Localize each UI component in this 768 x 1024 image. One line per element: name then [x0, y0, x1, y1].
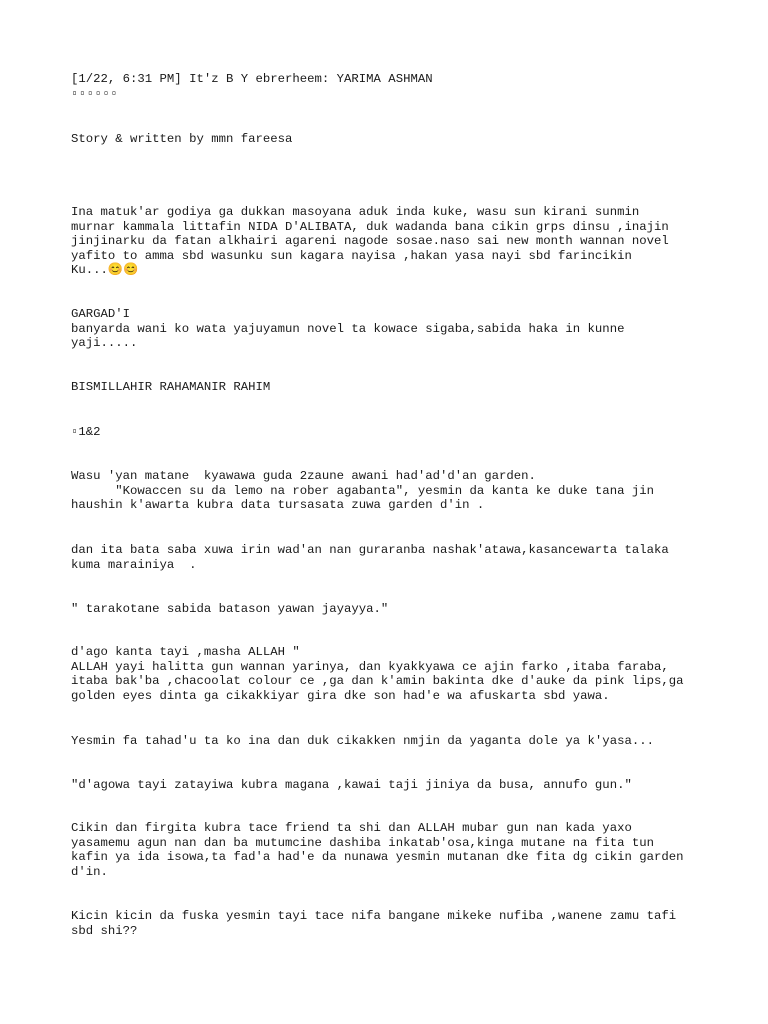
- story-paragraph-5: Yesmin fa tahad'u ta ko ina dan duk cikakken nmjin da yaganta dole ya k'yasa...: [71, 734, 654, 748]
- placeholder-glyphs: ▫▫▫▫▫▫: [71, 87, 119, 101]
- chat-header-line: [1/22, 6:31 PM] It'z B Y ebrerheem: YARIMA ASHMAN: [71, 72, 433, 86]
- author-credit: Story & written by mmn fareesa: [71, 132, 293, 146]
- story-paragraph-6: "d'agowa tayi zatayiwa kubra magana ,kawai taji jiniya da busa, annufo gun.": [71, 778, 632, 792]
- story-paragraph-4: d'ago kanta tayi ,masha ALLAH " ALLAH yayi halitta gun wannan yarinya, dan kyakkyawa ce ajin farko ,itaba faraba, itaba bak'ba ,chacoolat colour ce ,ga dan k'amin bakinta dke d'auke da pink lips,ga golden eyes dinta ga cikakkiyar gira dke son had'e wa afuskarta sbd yawa.: [71, 645, 684, 703]
- chapter-marker: ▫1&2: [71, 425, 101, 439]
- story-paragraph-8: Kicin kicin da fuska yesmin tayi tace nifa bangane mikeke nufiba ,wanene zamu tafi sbd shi??: [71, 909, 677, 938]
- story-paragraph-7: Cikin dan firgita kubra tace friend ta shi dan ALLAH mubar gun nan kada yaxo yasamemu agun nan dan ba mutumcine dashiba inkatab'osa,kinga mutane na fita tun kafin ya ida isowa,ta fad'a had'e da nunawa yesmin mutanan dke fita dg cikin garden d'in.: [71, 821, 684, 879]
- story-paragraph-2: dan ita bata saba xuwa irin wad'an nan guraranba nashak'atawa,kasancewarta talaka kuma marainiya .: [71, 543, 669, 572]
- story-paragraph-3: " tarakotane sabida batason yawan jayayya.": [71, 602, 389, 616]
- intro-paragraph: Ina matuk'ar godiya ga dukkan masoyana aduk inda kuke, wasu sun kirani sunmin murnar kammala littafin NIDA D'ALIBATA, duk wadanda bana cikin grps dinsu ,inajin jinjinarku da fatan alkhairi agareni nagode sosae.naso sai new month wannan novel yafito to amma sbd wasunku sun kagara nayisa ,hakan yasa nayi sbd farincikin Ku...😊😊: [71, 205, 669, 278]
- story-paragraph-1: Wasu 'yan matane kyawawa guda 2zaune awani had'ad'd'an garden. "Kowaccen su da lemo na rober agabanta", yesmin da kanta ke duke tana jin haushin k'awarta kubra data tursasata zuwa garden d'in .: [71, 469, 654, 513]
- warning-paragraph: GARGAD'I banyarda wani ko wata yajuyamun novel ta kowace sigaba,sabida haka in kunne yaji.....: [71, 307, 625, 351]
- bismillah-heading: BISMILLAHIR RAHAMANIR RAHIM: [71, 380, 271, 394]
